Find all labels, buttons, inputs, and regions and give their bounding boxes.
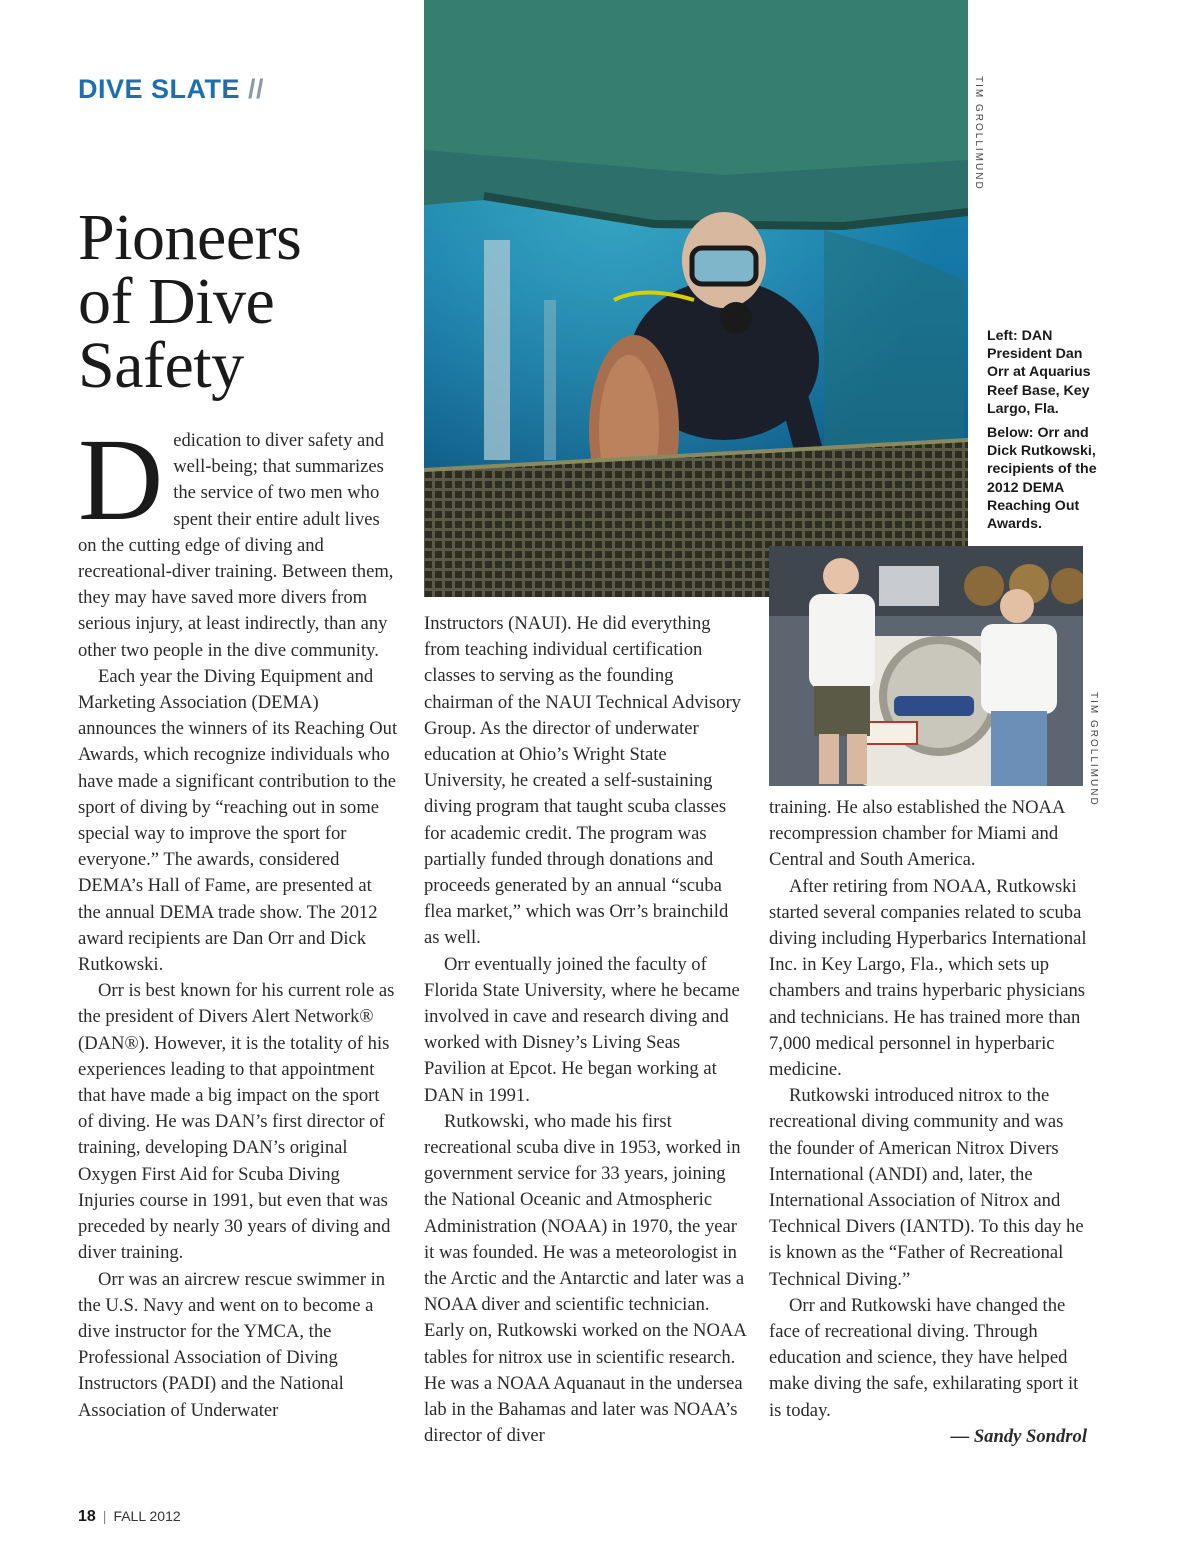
- paragraph-6-continued: training. He also established the NOAA recompression chamber for Miami and Central and South America.: [769, 797, 1065, 871]
- aquarius-diver-image: [424, 0, 968, 597]
- section-label: [78, 74, 264, 105]
- photo-credit-1: TIM GROLLIMUND: [973, 76, 984, 191]
- section-separator: //: [248, 74, 265, 104]
- article-title: [78, 201, 408, 402]
- caption-left: Left: DAN President Dan Orr at Aquarius Reef Base, Key Largo, Fla.: [987, 328, 1091, 417]
- author-signature: — Sandy Sondrol: [950, 1425, 1087, 1447]
- underwater-photo: [424, 0, 968, 597]
- paragraph-9: Orr and Rutkowski have changed the face of recreational diving. Through education and science, they have helped make diving the safe, exhilarating sport it is today.: [769, 1294, 1079, 1421]
- section-name: DIVE SLATE: [78, 74, 241, 104]
- orr-rutkowski-image: [769, 546, 1083, 786]
- paragraph-1-text: edication to diver safety and well-being; that summarizes the service of two men who spent their entire adult lives on the cutting edge of diving and recreational-diver training. Between them, they may have saved more divers from serious injury, at least indirectly, than any other two people in the dive community.: [78, 430, 394, 661]
- chamber-photo: [769, 546, 1083, 786]
- paragraph-3: Orr is best known for his current role as the president of Divers Alert Network® (DAN®). However, it is the totality of his experiences leading to that appointment that have made a big impact on the sport of diving. He was DAN’s first director of training, developing DAN’s original Oxygen First Aid for Scuba Diving Injuries course in 1991, but even that was preceded by nearly 30 years of diving and diver training.: [78, 980, 395, 1264]
- title-line-1: Pioneers: [78, 201, 302, 274]
- issue-label: FALL 2012: [113, 1508, 181, 1524]
- photo-credit-2: TIM GROLLIMUND: [1088, 692, 1099, 807]
- paragraph-8: Rutkowski introduced nitrox to the recreational diving community and was the founder of American Nitrox Divers International (ANDI) and, later, the International Association of Nitrox and Technical Divers (IANTD). To this day he is known as the “Father of Recreational Technical Diving.”: [769, 1085, 1084, 1290]
- paragraph-1: [78, 414, 398, 664]
- paragraph-5: Orr eventually joined the faculty of Florida State University, where he became involved in cave and research diving and worked with Disney’s Living Seas Pavilion at Epcot. He began working at DAN in 1991.: [424, 953, 740, 1106]
- paragraph-4: Orr was an aircrew rescue swimmer in the U.S. Navy and went on to become a dive instructor for the YMCA, the Professional Association of Diving Instructors (PADI) and the National Association of Underwater: [78, 1268, 386, 1421]
- caption-below: Below: Orr and Dick Rutkowski, recipients of the 2012 DEMA Reaching Out Awards.: [987, 425, 1097, 533]
- page-number: 18: [78, 1508, 96, 1525]
- photo-caption: [987, 327, 1099, 539]
- paragraph-7: After retiring from NOAA, Rutkowski started several companies related to scuba diving including Hyperbarics International Inc. in Key Largo, Fla., which sets up chambers and trains hyperbaric physicians and technicians. He has trained more than 7,000 medical personnel in hyperbaric medicine.: [769, 875, 1087, 1081]
- article-column-2: [424, 611, 746, 1450]
- article-column-3: [769, 795, 1087, 1450]
- paragraph-2: Each year the Diving Equipment and Marketing Association (DEMA) announces the winners of its Reaching Out Awards, which recognize individuals who have made a significant contribution to the sport of diving by “reaching out in some special way to improve the sport for everyone.” The awards, considered DEMA’s Hall of Fame, are presented at the annual DEMA trade show. The 2012 award recipients are Dan Orr and Dick Rutkowski.: [78, 665, 398, 976]
- title-line-3: Safety: [78, 329, 244, 402]
- footer-separator: |: [102, 1508, 107, 1524]
- page-footer: [78, 1508, 181, 1526]
- article-column-1: [78, 414, 398, 1424]
- title-line-2: of Dive: [78, 265, 275, 338]
- drop-cap: D: [78, 414, 164, 545]
- paragraph-6: Rutkowski, who made his first recreational scuba dive in 1953, worked in government service for 33 years, joining the National Oceanic and Atmospheric Administration (NOAA) in 1970, the year it was founded. He was a meteorologist in the Arctic and the Antarctic and later was a NOAA diver and scientific technician. Early on, Rutkowski worked on the NOAA tables for nitrox use in scientific research. He was a NOAA Aquanaut in the undersea lab in the Bahamas and later was NOAA’s director of diver: [424, 1110, 746, 1447]
- paragraph-4-continued: Instructors (NAUI). He did everything from teaching individual certification classes to serving as the founding chairman of the NAUI Technical Advisory Group. As the director of underwater education at Ohio’s Wright State University, he created a self-sustaining diving program that taught scuba classes for academic credit. The program was partially funded through donations and proceeds generated by an annual “scuba flea market,” which was Orr’s brainchild as well.: [424, 613, 741, 949]
